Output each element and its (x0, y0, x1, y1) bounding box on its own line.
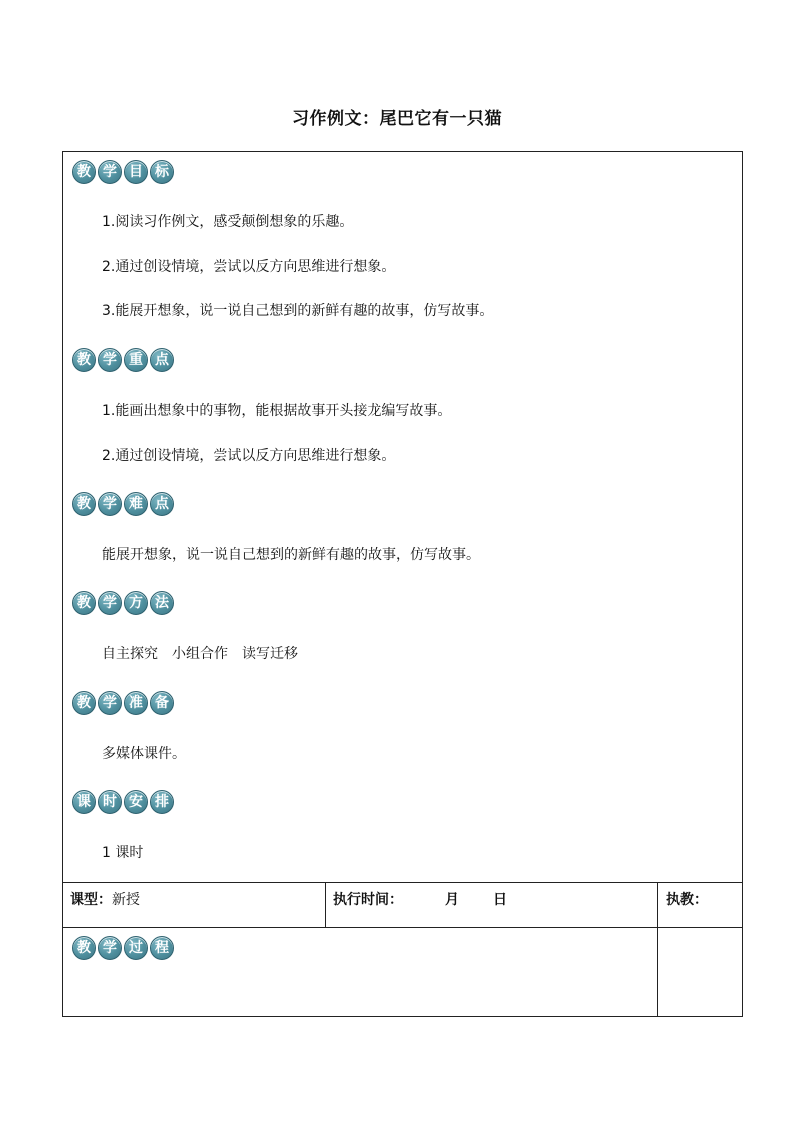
badge-char: 备 (150, 691, 174, 715)
badge-char: 教 (72, 691, 96, 715)
badge-char: 教 (72, 591, 96, 615)
section-badge-difficulties (72, 492, 174, 520)
section-badge-schedule (72, 790, 174, 818)
badge-char: 学 (98, 591, 122, 615)
badge-char: 学 (98, 936, 122, 960)
day-label: 日 (493, 892, 507, 908)
preparation-line-1: 多媒体课件。 (102, 746, 186, 762)
key-point-line-2: 2.通过创设情境，尝试以反方向思维进行想象。 (102, 448, 396, 464)
badge-char: 法 (150, 591, 174, 615)
badge-char: 教 (72, 160, 96, 184)
badge-char: 学 (98, 492, 122, 516)
section-badge-key-points (72, 348, 174, 376)
month-label: 月 (445, 892, 459, 908)
teacher-cell: 执教： (666, 892, 708, 908)
badge-char: 排 (150, 790, 174, 814)
badge-char: 点 (150, 492, 174, 516)
methods-line-1: 自主探究 小组合作 读写迁移 (102, 646, 298, 662)
objective-line-1: 1.阅读习作例文，感受颠倒想象的乐趣。 (102, 214, 354, 230)
page-title: 习作例文：尾巴它有一只猫 (292, 109, 502, 129)
badge-char: 时 (98, 790, 122, 814)
badge-char: 学 (98, 160, 122, 184)
badge-char: 安 (124, 790, 148, 814)
execution-time-label: 执行时间： (333, 892, 403, 908)
badge-char: 点 (150, 348, 174, 372)
badge-char: 过 (124, 936, 148, 960)
schedule-line-1: 1 课时 (102, 845, 144, 861)
section-badge-methods (72, 591, 174, 619)
badge-char: 准 (124, 691, 148, 715)
difficulty-line-1: 能展开想象，说一说自己想到的新鲜有趣的故事，仿写故事。 (102, 547, 480, 563)
badge-char: 程 (150, 936, 174, 960)
badge-char: 课 (72, 790, 96, 814)
badge-char: 方 (124, 591, 148, 615)
badge-char: 学 (98, 348, 122, 372)
table-divider (657, 882, 658, 1017)
table-divider (325, 882, 326, 927)
badge-char: 教 (72, 936, 96, 960)
badge-char: 教 (72, 492, 96, 516)
table-divider (62, 927, 743, 928)
lesson-type-cell (70, 890, 140, 910)
lesson-type-value: 新授 (112, 892, 140, 908)
section-badge-preparation (72, 691, 174, 719)
badge-char: 难 (124, 492, 148, 516)
badge-char: 教 (72, 348, 96, 372)
objective-line-3: 3.能展开想象，说一说自己想到的新鲜有趣的故事，仿写故事。 (102, 303, 494, 319)
lesson-type-label: 课型： (70, 892, 112, 908)
badge-char: 学 (98, 691, 122, 715)
badge-char: 重 (124, 348, 148, 372)
objective-line-2: 2.通过创设情境，尝试以反方向思维进行想象。 (102, 259, 396, 275)
section-badge-objectives (72, 160, 174, 188)
badge-char: 目 (124, 160, 148, 184)
execution-time-cell (333, 890, 403, 910)
key-point-line-1: 1.能画出想象中的事物，能根据故事开头接龙编写故事。 (102, 403, 452, 419)
table-divider (62, 882, 743, 883)
badge-char: 标 (150, 160, 174, 184)
section-badge-process (72, 936, 174, 964)
lesson-plan-table (62, 151, 743, 1017)
